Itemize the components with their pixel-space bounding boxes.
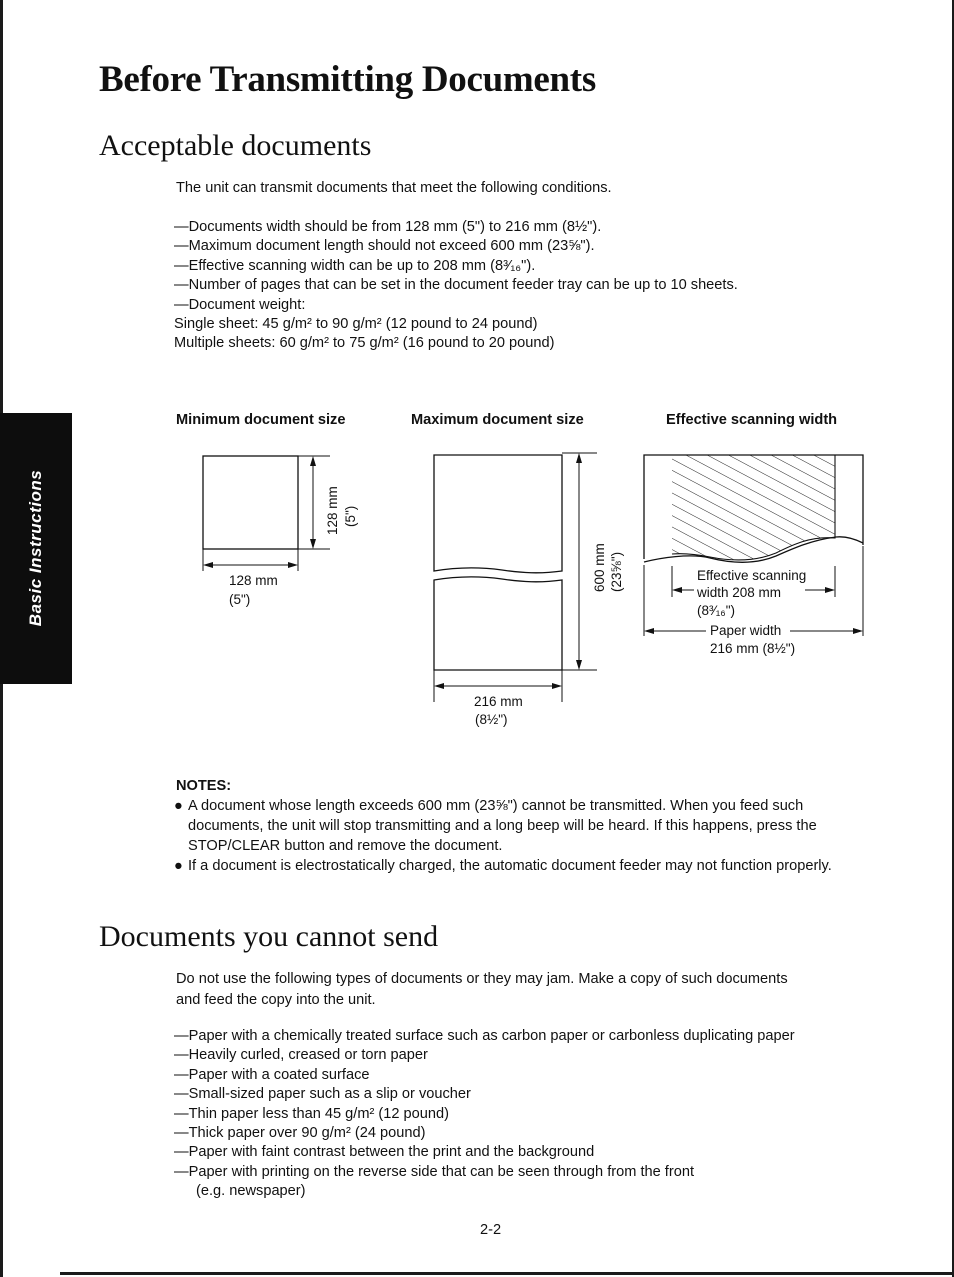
min-width-in-label: (5")	[229, 592, 251, 607]
note-text: If a document is electrostatically charged, the automatic document feeder may not function properly.	[188, 858, 832, 874]
cannot-send-list	[174, 1027, 795, 1202]
list-item	[174, 856, 879, 876]
list-item: —Number of pages that can be set in the document feeder tray can be up to 10 sheets.	[174, 277, 738, 294]
paper-label-line-1: Paper width	[710, 623, 782, 638]
list-item: —Maximum document length should not exceed 600 mm (23⅝").	[174, 238, 595, 255]
acceptable-intro: The unit can transmit documents that meet the following conditions.	[176, 180, 612, 196]
max-width-in-label: (8½")	[475, 712, 508, 727]
section-heading-acceptable: Acceptable documents	[99, 129, 372, 162]
min-height-in-label: (5")	[343, 505, 358, 527]
diagram-heading-min: Minimum document size	[176, 412, 346, 428]
min-size-diagram	[203, 456, 358, 607]
side-tab-label: Basic Instructions	[26, 469, 45, 627]
list-item: —Effective scanning width can be up to 208 mm (8³⁄₁₆").	[174, 257, 536, 274]
note-text: A document whose length exceeds 600 mm (23⅝") cannot be transmitted. When you feed such documents, the unit will stop transmitting and a long beep will be heard. If this happens, press the STOP/CLEAR button and remove the document.	[188, 798, 817, 854]
list-item: —Heavily curled, creased or torn paper	[174, 1047, 428, 1064]
min-document-rect	[203, 456, 298, 549]
paper-label-line-2: 216 mm (8½")	[710, 641, 796, 656]
scan-label-line-2: width 208 mm	[697, 585, 782, 600]
list-item: —Documents width should be from 128 mm (5") to 216 mm (8½").	[174, 219, 602, 235]
section-heading-cannot-send: Documents you cannot send	[99, 920, 439, 953]
max-width-mm-label: 216 mm	[474, 694, 523, 709]
scan-width-diagram	[644, 455, 863, 656]
bullet: ●	[174, 858, 183, 874]
bullet: ●	[174, 798, 183, 814]
list-item: —Small-sized paper such as a slip or voucher	[174, 1086, 471, 1103]
min-height-mm-label: 128 mm	[325, 486, 340, 535]
scan-label-line-3: (8³⁄₁₆")	[697, 603, 736, 618]
page-number: 2-2	[480, 1222, 502, 1238]
cannot-send-intro-line-2: and feed the copy into the unit.	[176, 992, 376, 1008]
list-item: —Paper with a coated surface	[174, 1066, 370, 1083]
list-item: —Thin paper less than 45 g/m² (12 pound)	[174, 1105, 450, 1122]
list-item: —Thick paper over 90 g/m² (24 pound)	[174, 1125, 426, 1142]
min-width-mm-label: 128 mm	[229, 573, 278, 588]
max-height-in-label: (23⅝")	[609, 551, 624, 592]
max-document-top-part	[434, 455, 562, 573]
scan-area-hatching	[672, 455, 835, 565]
page-title: Before Transmitting Documents	[99, 59, 596, 100]
max-height-mm-label: 600 mm	[592, 543, 607, 592]
diagram-heading-max: Maximum document size	[411, 412, 584, 428]
scan-label-line-1: Effective scanning	[697, 568, 807, 583]
diagram-heading-scan: Effective scanning width	[666, 412, 838, 428]
max-document-bottom-part	[434, 577, 562, 670]
list-item: Multiple sheets: 60 g/m² to 75 g/m² (16 pound to 20 pound)	[174, 335, 555, 352]
list-item: —Paper with faint contrast between the print and the background	[174, 1144, 595, 1161]
list-item: —Document weight:	[174, 296, 306, 313]
cannot-send-intro-line-1: Do not use the following types of documents or they may jam. Make a copy of such documents	[176, 971, 788, 987]
list-item: —Paper with a chemically treated surface such as carbon paper or carbonless duplicating paper	[174, 1028, 795, 1044]
list-item: —Paper with printing on the reverse side that can be seen through from the front	[174, 1163, 694, 1180]
list-item: Single sheet: 45 g/m² to 90 g/m² (12 pound to 24 pound)	[174, 316, 538, 333]
notes-heading: NOTES:	[176, 778, 232, 794]
max-size-diagram	[434, 453, 624, 727]
list-item	[174, 796, 879, 856]
notes-list	[174, 796, 879, 876]
list-item: (e.g. newspaper)	[196, 1183, 306, 1200]
